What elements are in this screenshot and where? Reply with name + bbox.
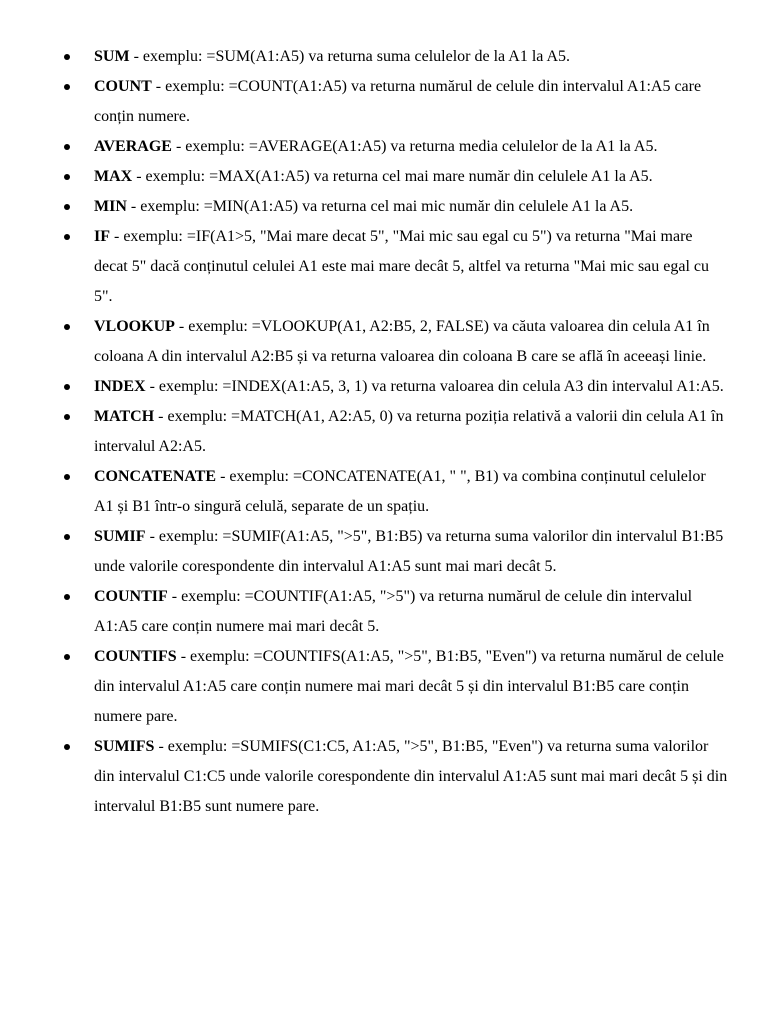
bullet-icon — [64, 594, 70, 600]
bullet-icon — [64, 204, 70, 210]
list-item-min — [0, 192, 728, 222]
bullet-icon — [64, 234, 70, 240]
list-item-max — [0, 162, 728, 192]
function-description: - exemplu: =SUM(A1:A5) va returna suma celulelor de la A1 la A5. — [129, 48, 571, 65]
bullet-icon — [64, 474, 70, 480]
bullet-icon — [64, 54, 70, 60]
function-name: SUMIFS — [94, 738, 155, 755]
function-description: - exemplu: =CONCATENATE(A1, " ", B1) va combina conținutul celulelor A1 și B1 într-o singură celulă, separate de un spațiu. — [94, 468, 706, 515]
bullet-icon — [64, 174, 70, 180]
function-description: - exemplu: =AVERAGE(A1:A5) va returna media celulelor de la A1 la A5. — [171, 138, 658, 155]
list-item-match — [0, 402, 728, 462]
list-item-average — [0, 132, 728, 162]
function-description: - exemplu: =MATCH(A1, A2:A5, 0) va returna poziția relativă a valorii din celula A1 în intervalul A2:A5. — [94, 408, 724, 455]
bullet-icon — [64, 654, 70, 660]
function-description: - exemplu: =MAX(A1:A5) va returna cel mai mare număr din celulele A1 la A5. — [132, 168, 653, 185]
function-description: - exemplu: =VLOOKUP(A1, A2:B5, 2, FALSE) va căuta valoarea din celula A1 în coloana A din intervalul A2:B5 și va returna valoarea din coloana B care se află în aceeași linie. — [94, 318, 710, 365]
function-description: - exemplu: =SUMIFS(C1:C5, A1:A5, ">5", B1:B5, "Even") va returna suma valorilor din intervalul C1:C5 unde valorile corespondente din intervalul A1:A5 sunt mai mari decât 5 și din intervalul B1:B5 sunt numere pare. — [94, 738, 728, 815]
function-description: - exemplu: =MIN(A1:A5) va returna cel mai mic număr din celulele A1 la A5. — [126, 198, 634, 215]
list-item-sumifs — [0, 732, 728, 822]
bullet-icon — [64, 384, 70, 390]
function-name: AVERAGE — [94, 138, 172, 155]
function-name: COUNTIF — [94, 588, 168, 605]
function-name: SUM — [94, 48, 130, 65]
function-name: INDEX — [94, 378, 146, 395]
list-item-countif — [0, 582, 728, 642]
list-item-concatenate — [0, 462, 728, 522]
bullet-icon — [64, 414, 70, 420]
function-description: - exemplu: =SUMIF(A1:A5, ">5", B1:B5) va returna suma valorilor din intervalul B1:B5 unde valorile corespondente din intervalul A1:A5 sunt mai mari decât 5. — [94, 528, 724, 575]
list-item-if — [0, 222, 728, 312]
function-list — [0, 42, 728, 822]
list-item-countifs — [0, 642, 728, 732]
function-description: - exemplu: =COUNTIF(A1:A5, ">5") va returna numărul de celule din intervalul A1:A5 care conțin numere mai mari decât 5. — [94, 588, 693, 635]
list-item-sum — [0, 42, 728, 72]
function-name: MIN — [94, 198, 127, 215]
function-name: IF — [94, 228, 110, 245]
list-item-index — [0, 372, 728, 402]
function-name: SUMIF — [94, 528, 146, 545]
function-description: - exemplu: =INDEX(A1:A5, 3, 1) va returna valoarea din celula A3 din intervalul A1:A5. — [145, 378, 724, 395]
bullet-icon — [64, 744, 70, 750]
list-item-sumif — [0, 522, 728, 582]
function-name: VLOOKUP — [94, 318, 175, 335]
function-description: - exemplu: =IF(A1>5, "Mai mare decat 5", "Mai mic sau egal cu 5") va returna "Mai mare decat 5" dacă conținutul celulei A1 este mai mare decât 5, altfel va returna "Mai mic sau egal cu 5". — [94, 228, 710, 305]
function-name: MATCH — [94, 408, 155, 425]
list-item-count — [0, 72, 728, 132]
bullet-icon — [64, 324, 70, 330]
function-name: COUNTIFS — [94, 648, 177, 665]
function-description: - exemplu: =COUNTIFS(A1:A5, ">5", B1:B5, "Even") va returna numărul de celule din intervalul A1:A5 care conțin numere mai mari decât 5 și din intervalul B1:B5 care conțin numere pare. — [94, 648, 724, 725]
function-name: MAX — [94, 168, 133, 185]
bullet-icon — [64, 144, 70, 150]
function-name: COUNT — [94, 78, 152, 95]
function-name: CONCATENATE — [94, 468, 217, 485]
bullet-icon — [64, 534, 70, 540]
list-item-vlookup — [0, 312, 728, 372]
bullet-icon — [64, 84, 70, 90]
function-description: - exemplu: =COUNT(A1:A5) va returna numărul de celule din intervalul A1:A5 care conțin numere. — [94, 78, 702, 125]
